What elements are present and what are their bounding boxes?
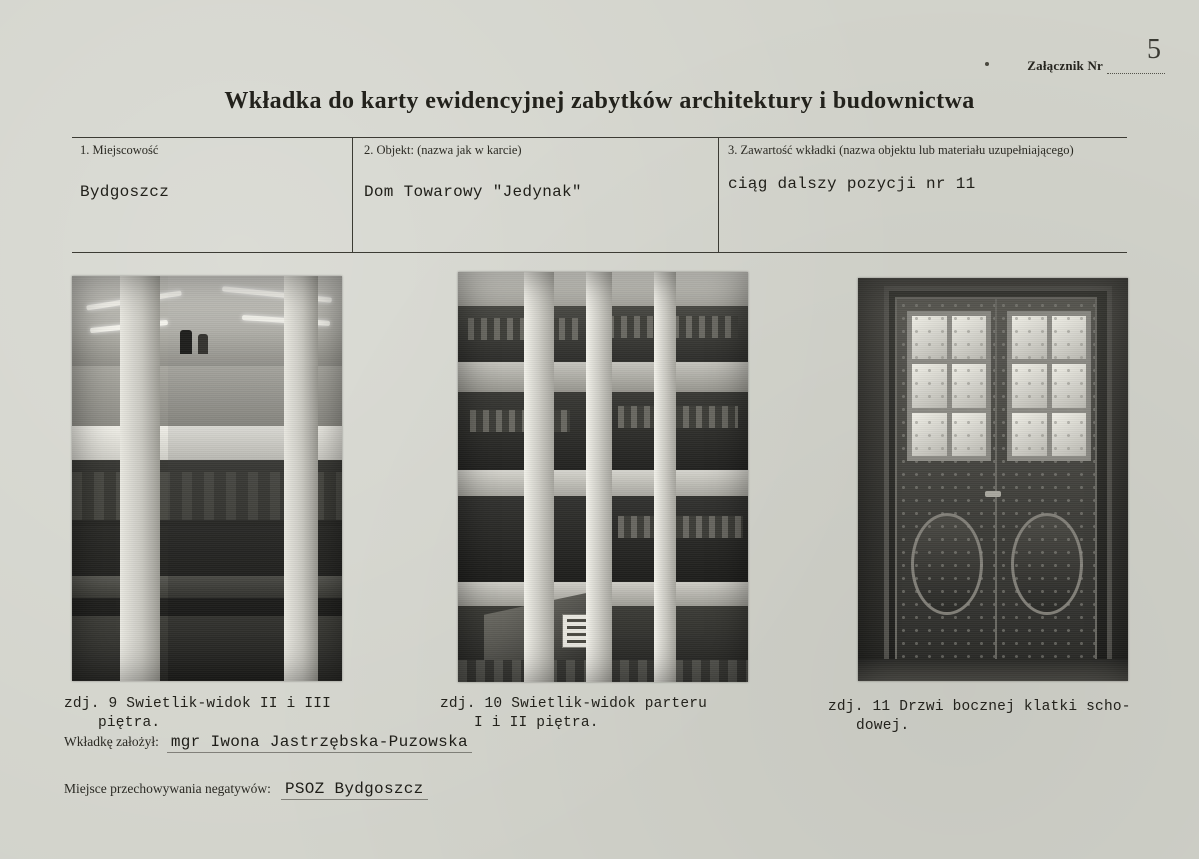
field-contents-value: ciąg dalszy pozycji nr 11 [728, 174, 976, 193]
photo-11-content [858, 278, 1128, 681]
caption-line-2: piętra. [98, 715, 161, 732]
caption-line-1: zdj. 9 Swietlik-widok II i III [64, 696, 332, 712]
photo-10-content [458, 272, 748, 682]
field-locality-header [80, 143, 342, 159]
field-contents-header [728, 143, 1120, 159]
caption-line-2: I i II piętra. [474, 715, 599, 732]
paper-speck [985, 62, 989, 66]
caption-line-2: dowej. [856, 718, 910, 735]
field-contents-label: Zawartość wkładki (nazwa objektu lub materiału uzupełniającego) [740, 143, 1074, 157]
field-contents [728, 143, 1120, 193]
caption-line-1: zdj. 10 Swietlik-widok parteru [440, 696, 708, 712]
rivet-pattern [997, 299, 1095, 671]
header-rule-top [72, 137, 1127, 138]
photo-skylight-ground-floors-1-2 [458, 272, 748, 682]
field-author [64, 733, 472, 753]
field-author-label: Wkładkę założył: [64, 734, 159, 749]
annex-number-field [1027, 34, 1165, 74]
merchandise-row [618, 516, 743, 538]
field-locality [80, 143, 342, 201]
merchandise-row [468, 318, 578, 340]
door-leaf-right [995, 297, 1097, 673]
pillar [654, 272, 676, 682]
photo-side-staircase-door [858, 278, 1128, 681]
photo-skylight-floors-2-3 [72, 276, 342, 681]
pillar [524, 272, 554, 682]
merchandise-row [618, 406, 738, 428]
photo-caption [64, 695, 394, 733]
photo-9-content [72, 276, 342, 681]
page-title: Wkładka do karty ewidencyjnej zabytków architektury i budownictwa [224, 88, 975, 114]
rivet-pattern [897, 299, 995, 671]
pillar [586, 272, 612, 682]
field-object [364, 143, 708, 201]
caption-line-1: zdj. 11 Drzwi bocznej klatki scho- [828, 699, 1131, 715]
merchandise-row [470, 410, 570, 432]
field-object-header [364, 143, 708, 159]
annex-label: Załącznik Nr [1027, 58, 1103, 73]
field-object-label: Objekt: (nazwa jak w karcie) [376, 143, 522, 157]
column [120, 276, 160, 681]
field-negatives-value: PSOZ Bydgoszcz [281, 780, 428, 800]
column [284, 276, 318, 681]
header-divider-1 [352, 137, 353, 253]
field-negatives-label: Miejsce przechowywania negatywów: [64, 781, 271, 796]
door-frame [884, 286, 1112, 681]
field-locality-number: 1. [80, 143, 90, 157]
annex-number-value: 5 [1147, 34, 1161, 65]
header-divider-2 [718, 137, 719, 253]
floor-line [858, 659, 1128, 681]
photo-caption [440, 695, 770, 733]
door-handle [985, 491, 1001, 497]
field-locality-value: Bydgoszcz [80, 182, 170, 201]
field-contents-number: 3. [728, 143, 738, 157]
field-author-value: mgr Iwona Jastrzębska-Puzowska [167, 733, 472, 753]
door-leaf-left [895, 297, 997, 673]
field-object-number: 2. [364, 143, 374, 157]
photo-caption [828, 698, 1158, 736]
field-negatives-location [64, 780, 428, 800]
header-rule-bottom [72, 252, 1127, 253]
field-object-value: Dom Towarowy "Jedynak" [364, 182, 582, 201]
person-figure [198, 334, 208, 354]
person-figure [180, 330, 192, 354]
field-locality-label: Miejscowość [92, 143, 159, 157]
